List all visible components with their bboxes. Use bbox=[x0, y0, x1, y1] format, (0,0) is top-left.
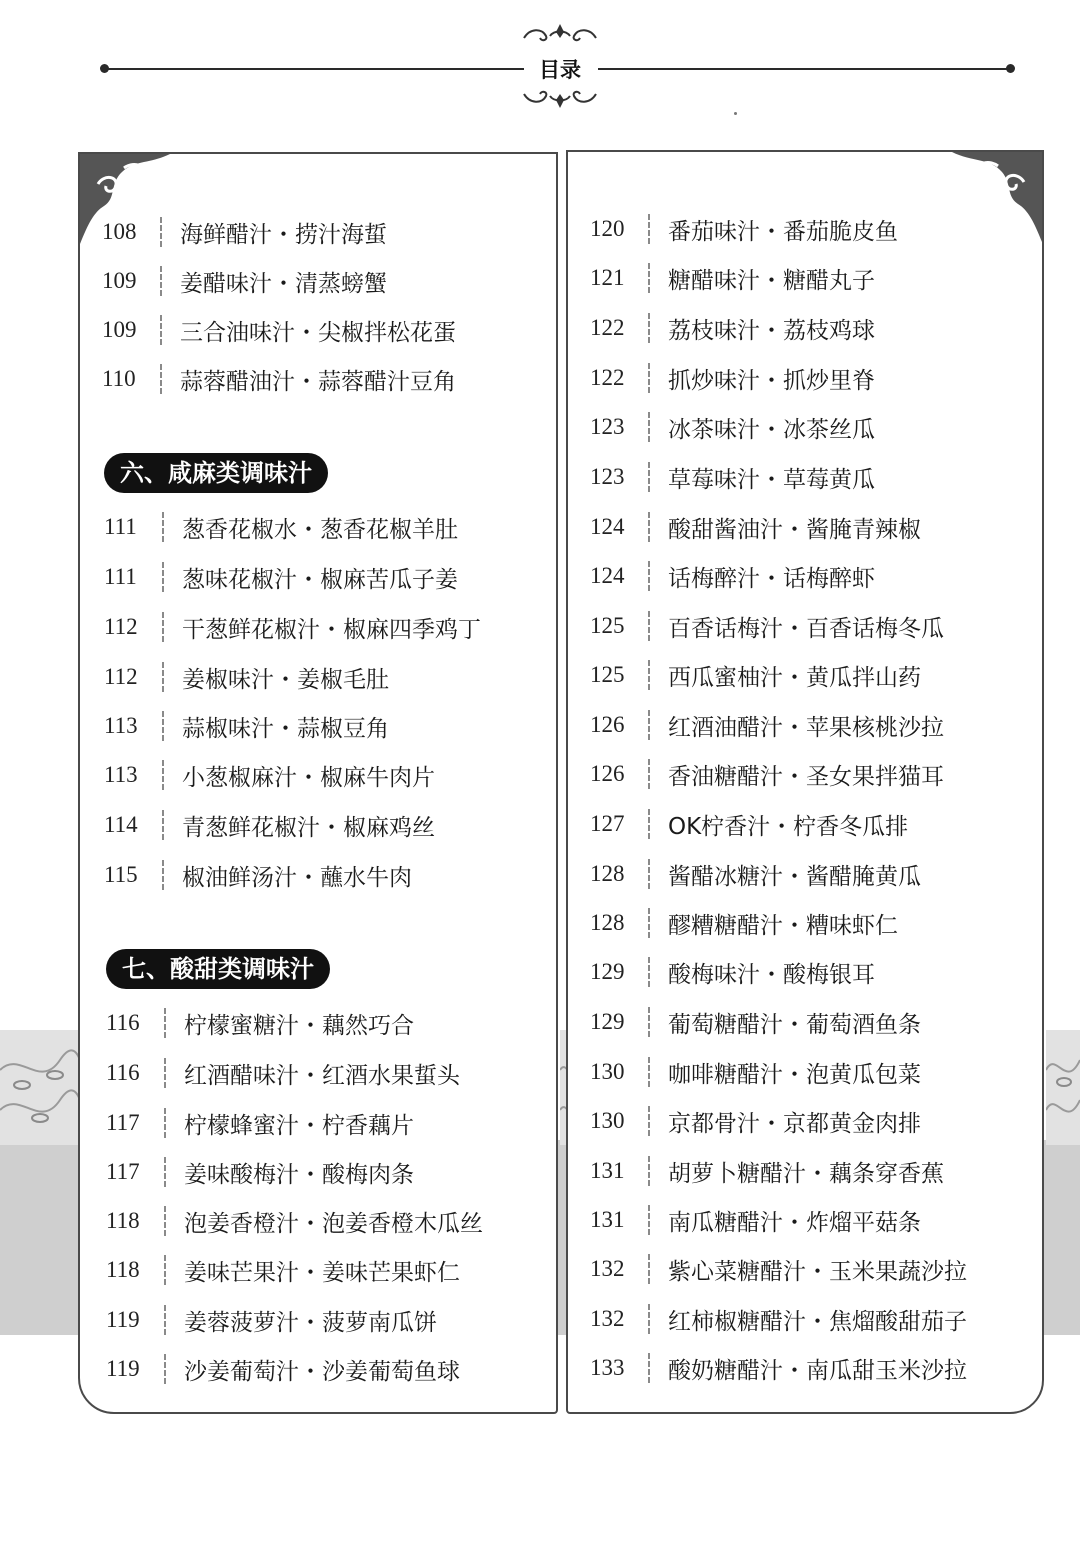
entry-title: 荔枝味汁・荔枝鸡球 bbox=[668, 317, 875, 344]
page-number: 126 bbox=[590, 761, 625, 786]
page-number: 123 bbox=[590, 464, 625, 489]
dashed-divider bbox=[648, 809, 650, 839]
page-number: 125 bbox=[590, 613, 625, 638]
entry-title: 青葱鲜花椒汁・椒麻鸡丝 bbox=[182, 814, 435, 841]
toc-entry[interactable] bbox=[102, 310, 456, 350]
toc-entry[interactable] bbox=[590, 952, 875, 992]
toc-entry[interactable] bbox=[590, 1052, 921, 1092]
toc-entry[interactable] bbox=[102, 359, 456, 399]
dashed-divider bbox=[648, 1304, 650, 1334]
entry-title: 椒油鲜汤汁・蘸水牛肉 bbox=[182, 864, 412, 891]
page-number: 112 bbox=[104, 614, 138, 639]
entry-title: 酸梅味汁・酸梅银耳 bbox=[668, 961, 875, 988]
dashed-divider bbox=[648, 1106, 650, 1136]
header-rule-left bbox=[104, 68, 524, 70]
page-number: 116 bbox=[106, 1060, 140, 1085]
dashed-divider bbox=[162, 512, 164, 542]
dashed-divider bbox=[648, 859, 650, 889]
toc-entry[interactable] bbox=[590, 308, 875, 348]
page-title: 目录 bbox=[539, 58, 581, 82]
speck bbox=[734, 112, 737, 115]
entry-title: 抓炒味汁・抓炒里脊 bbox=[668, 367, 875, 394]
page-number: 109 bbox=[102, 317, 137, 342]
entry-title: 冰茶味汁・冰茶丝瓜 bbox=[668, 416, 875, 443]
dashed-divider bbox=[162, 612, 164, 642]
entry-title: 咖啡糖醋汁・泡黄瓜包菜 bbox=[668, 1061, 921, 1088]
entry-title: 西瓜蜜柚汁・黄瓜拌山药 bbox=[668, 664, 921, 691]
dashed-divider bbox=[648, 512, 650, 542]
toc-entry[interactable] bbox=[106, 1300, 437, 1340]
entry-title: 干葱鲜花椒汁・椒麻四季鸡丁 bbox=[182, 616, 481, 643]
dashed-divider bbox=[648, 1057, 650, 1087]
dashed-divider bbox=[648, 363, 650, 393]
page-number: 111 bbox=[104, 514, 137, 539]
dashed-divider bbox=[162, 662, 164, 692]
entry-title: 姜蓉菠萝汁・菠萝南瓜饼 bbox=[184, 1309, 437, 1336]
section-heading: 六、咸麻类调味汁 bbox=[104, 453, 328, 493]
dashed-divider bbox=[164, 1354, 166, 1384]
dashed-divider bbox=[162, 810, 164, 840]
toc-entry[interactable] bbox=[106, 1201, 483, 1241]
dashed-divider bbox=[648, 263, 650, 293]
toc-entry[interactable] bbox=[590, 556, 875, 596]
entry-title: 话梅醉汁・话梅醉虾 bbox=[668, 565, 875, 592]
page-number: 129 bbox=[590, 1009, 625, 1034]
page-number: 131 bbox=[590, 1158, 625, 1183]
dashed-divider bbox=[648, 561, 650, 591]
entry-title: 泡姜香橙汁・泡姜香橙木瓜丝 bbox=[184, 1210, 483, 1237]
page-number: 110 bbox=[102, 366, 136, 391]
dashed-divider bbox=[164, 1305, 166, 1335]
dashed-divider bbox=[648, 313, 650, 343]
dashed-divider bbox=[648, 957, 650, 987]
page-number: 122 bbox=[590, 315, 625, 340]
entry-title: 姜醋味汁・清蒸螃蟹 bbox=[180, 270, 387, 297]
page-number: 113 bbox=[104, 762, 138, 787]
entry-title: 柠檬蜂蜜汁・柠香藕片 bbox=[184, 1112, 414, 1139]
entry-title: 葱味花椒汁・椒麻苦瓜子姜 bbox=[182, 566, 458, 593]
page-number: 121 bbox=[590, 265, 625, 290]
corner-scroll-ornament bbox=[950, 152, 1042, 244]
floral-pattern bbox=[0, 1030, 84, 1145]
dashed-divider bbox=[162, 562, 164, 592]
entry-title: 小葱椒麻汁・椒麻牛肉片 bbox=[182, 764, 435, 791]
page-number: 116 bbox=[106, 1010, 140, 1035]
page-number: 117 bbox=[106, 1110, 140, 1135]
entry-title: 红酒醋味汁・红酒水果蜇头 bbox=[184, 1062, 460, 1089]
toc-entry[interactable] bbox=[104, 657, 389, 697]
toc-entry[interactable] bbox=[590, 1002, 921, 1042]
entry-title: 醪糟糖醋汁・糟味虾仁 bbox=[668, 912, 898, 939]
toc-entry[interactable] bbox=[102, 212, 387, 252]
entry-title: OK柠香汁・柠香冬瓜排 bbox=[668, 813, 909, 840]
dashed-divider bbox=[648, 1205, 650, 1235]
entry-title: 红柿椒糖醋汁・焦熘酸甜茄子 bbox=[668, 1308, 967, 1335]
dashed-divider bbox=[648, 1007, 650, 1037]
entry-title: 糖醋味汁・糖醋丸子 bbox=[668, 267, 875, 294]
page-number: 118 bbox=[106, 1257, 140, 1282]
entry-title: 红酒油醋汁・苹果核桃沙拉 bbox=[668, 714, 944, 741]
toc-entry[interactable] bbox=[590, 655, 921, 695]
page-number: 113 bbox=[104, 713, 138, 738]
entry-title: 葱香花椒水・葱香花椒羊肚 bbox=[182, 516, 458, 543]
dashed-divider bbox=[162, 760, 164, 790]
toc-entry[interactable] bbox=[590, 507, 921, 547]
rule-end-dot bbox=[1006, 64, 1015, 73]
dashed-divider bbox=[648, 1254, 650, 1284]
entry-title: 紫心菜糖醋汁・玉米果蔬沙拉 bbox=[668, 1258, 967, 1285]
toc-entry[interactable] bbox=[590, 1348, 967, 1388]
toc-entry[interactable] bbox=[104, 507, 458, 547]
page-number: 128 bbox=[590, 861, 625, 886]
page-number: 118 bbox=[106, 1208, 140, 1233]
toc-entry[interactable] bbox=[106, 1349, 460, 1389]
toc-entry[interactable] bbox=[590, 407, 875, 447]
toc-entry[interactable] bbox=[590, 1249, 967, 1289]
toc-entry[interactable] bbox=[104, 855, 412, 895]
dashed-divider bbox=[648, 908, 650, 938]
toc-entry[interactable] bbox=[590, 1200, 921, 1240]
toc-entry[interactable] bbox=[590, 804, 908, 844]
page-number: 114 bbox=[104, 812, 138, 837]
entry-title: 姜味酸梅汁・酸梅肉条 bbox=[184, 1161, 414, 1188]
toc-entry[interactable] bbox=[590, 1151, 944, 1191]
entry-title: 酸甜酱油汁・酱腌青辣椒 bbox=[668, 516, 921, 543]
dashed-divider bbox=[648, 412, 650, 442]
page-number: 131 bbox=[590, 1207, 625, 1232]
page-number: 129 bbox=[590, 959, 625, 984]
header-rule-right bbox=[598, 68, 1010, 70]
entry-title: 三合油味汁・尖椒拌松花蛋 bbox=[180, 319, 456, 346]
entry-title: 京都骨汁・京都黄金肉排 bbox=[668, 1110, 921, 1137]
entry-title: 香油糖醋汁・圣女果拌猫耳 bbox=[668, 763, 944, 790]
toc-entry[interactable] bbox=[104, 755, 435, 795]
dashed-divider bbox=[648, 214, 650, 244]
dashed-divider bbox=[648, 660, 650, 690]
entry-title: 南瓜糖醋汁・炸熘平菇条 bbox=[668, 1209, 921, 1236]
entry-title: 番茄味汁・番茄脆皮鱼 bbox=[668, 218, 898, 245]
page-number: 126 bbox=[590, 712, 625, 737]
page-number: 124 bbox=[590, 514, 625, 539]
toc-entry[interactable] bbox=[106, 1003, 414, 1043]
entry-title: 海鲜醋汁・捞汁海蜇 bbox=[180, 221, 387, 248]
toc-entry[interactable] bbox=[102, 261, 387, 301]
toc-entry[interactable] bbox=[590, 457, 875, 497]
floral-pattern bbox=[1046, 1030, 1080, 1145]
entry-title: 草莓味汁・草莓黄瓜 bbox=[668, 466, 875, 493]
page-number: 130 bbox=[590, 1059, 625, 1084]
toc-entry[interactable] bbox=[590, 903, 898, 943]
dashed-divider bbox=[648, 1156, 650, 1186]
page-number: 122 bbox=[590, 365, 625, 390]
toc-entry[interactable] bbox=[590, 1101, 921, 1141]
page-number: 130 bbox=[590, 1108, 625, 1133]
page-number: 119 bbox=[106, 1356, 140, 1381]
page-number: 123 bbox=[590, 414, 625, 439]
page-number: 125 bbox=[590, 662, 625, 687]
top-scroll-ornament bbox=[520, 22, 600, 46]
dashed-divider bbox=[164, 1008, 166, 1038]
page-number: 108 bbox=[102, 219, 137, 244]
toc-entry[interactable] bbox=[590, 606, 944, 646]
dashed-divider bbox=[162, 711, 164, 741]
page-number: 127 bbox=[590, 811, 625, 836]
page-number: 124 bbox=[590, 563, 625, 588]
dashed-divider bbox=[160, 315, 162, 345]
bottom-scroll-ornament bbox=[520, 86, 600, 110]
dashed-divider bbox=[648, 759, 650, 789]
toc-entry[interactable] bbox=[104, 805, 435, 845]
toc-entry[interactable] bbox=[590, 705, 944, 745]
rule-end-dot bbox=[100, 64, 109, 73]
page-number: 132 bbox=[590, 1306, 625, 1331]
entry-title: 蒜蓉醋油汁・蒜蓉醋汁豆角 bbox=[180, 368, 456, 395]
dashed-divider bbox=[160, 266, 162, 296]
entry-title: 酸奶糖醋汁・南瓜甜玉米沙拉 bbox=[668, 1357, 967, 1384]
toc-entry[interactable] bbox=[590, 854, 921, 894]
entry-title: 胡萝卜糖醋汁・藕条穿香蕉 bbox=[668, 1160, 944, 1187]
entry-title: 蒜椒味汁・蒜椒豆角 bbox=[182, 715, 389, 742]
page-number: 117 bbox=[106, 1159, 140, 1184]
dashed-divider bbox=[164, 1206, 166, 1236]
page-number: 109 bbox=[102, 268, 137, 293]
toc-entry[interactable] bbox=[590, 258, 875, 298]
toc-entry[interactable] bbox=[104, 706, 389, 746]
dashed-divider bbox=[164, 1108, 166, 1138]
dashed-divider bbox=[164, 1255, 166, 1285]
dashed-divider bbox=[648, 1353, 650, 1383]
entry-title: 百香话梅汁・百香话梅冬瓜 bbox=[668, 615, 944, 642]
dashed-divider bbox=[160, 364, 162, 394]
page-number: 115 bbox=[104, 862, 138, 887]
toc-entry[interactable] bbox=[104, 557, 458, 597]
toc-entry[interactable] bbox=[590, 1299, 967, 1339]
dashed-divider bbox=[648, 710, 650, 740]
entry-title: 姜味芒果汁・姜味芒果虾仁 bbox=[184, 1259, 460, 1286]
toc-entry[interactable] bbox=[106, 1053, 460, 1093]
dashed-divider bbox=[164, 1157, 166, 1187]
dashed-divider bbox=[648, 611, 650, 641]
page-number: 132 bbox=[590, 1256, 625, 1281]
entry-title: 葡萄糖醋汁・葡萄酒鱼条 bbox=[668, 1011, 921, 1038]
toc-entry[interactable] bbox=[106, 1152, 414, 1192]
page-number: 111 bbox=[104, 564, 137, 589]
dashed-divider bbox=[162, 860, 164, 890]
toc-entry[interactable] bbox=[106, 1103, 414, 1143]
page-number: 112 bbox=[104, 664, 138, 689]
dashed-divider bbox=[160, 217, 162, 247]
toc-entry[interactable] bbox=[590, 754, 944, 794]
section-heading: 七、酸甜类调味汁 bbox=[106, 949, 330, 989]
page-number: 120 bbox=[590, 216, 625, 241]
toc-entry[interactable] bbox=[106, 1250, 460, 1290]
page-number: 133 bbox=[590, 1355, 625, 1380]
entry-title: 沙姜葡萄汁・沙姜葡萄鱼球 bbox=[184, 1358, 460, 1385]
toc-entry[interactable] bbox=[104, 607, 481, 647]
entry-title: 酱醋冰糖汁・酱醋腌黄瓜 bbox=[668, 863, 921, 890]
dashed-divider bbox=[648, 462, 650, 492]
page-number: 119 bbox=[106, 1307, 140, 1332]
toc-entry[interactable] bbox=[590, 209, 898, 249]
entry-title: 姜椒味汁・姜椒毛肚 bbox=[182, 666, 389, 693]
toc-entry[interactable] bbox=[590, 358, 875, 398]
dashed-divider bbox=[164, 1058, 166, 1088]
entry-title: 柠檬蜜糖汁・藕然巧合 bbox=[184, 1012, 414, 1039]
page-number: 128 bbox=[590, 910, 625, 935]
